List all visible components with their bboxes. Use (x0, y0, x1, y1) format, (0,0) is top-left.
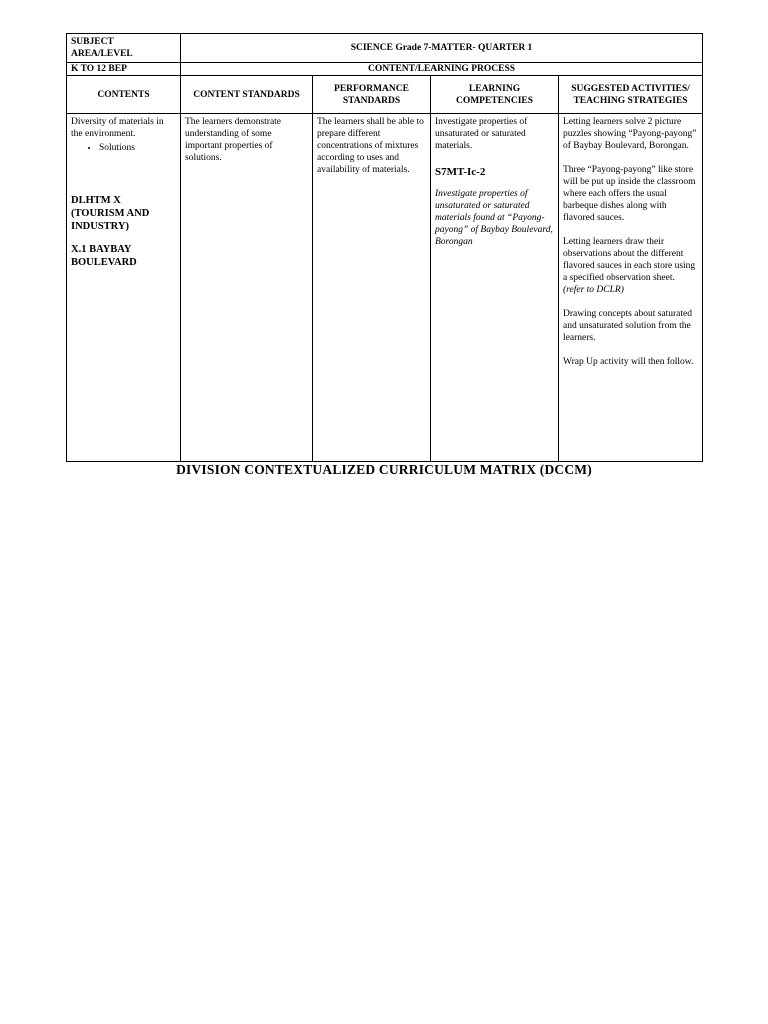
tourism-label: (TOURISM AND INDUSTRY) (71, 208, 150, 232)
subject-area-value: SCIENCE Grade 7-MATTER- QUARTER 1 (181, 34, 703, 63)
k12-label: K TO 12 BEP (67, 63, 181, 76)
learning-competencies-text: Investigate properties of unsaturated or saturated materials. (435, 117, 528, 151)
column-header-row (67, 76, 703, 114)
activity-paragraph-3 (563, 236, 698, 296)
performance-standards-text: The learners shall be able to prepare different concentrations of mixtures according to uses and availability of materials. (317, 117, 424, 175)
k12-value: CONTENT/LEARNING PROCESS (181, 63, 703, 76)
activity-paragraph-3-text: Letting learners draw their observations about the different flavored sauces in each store using a specified observation sheet. (563, 237, 696, 283)
contents-bullet-list (71, 142, 176, 154)
k12-row (67, 63, 703, 76)
activity-paragraph-3-ref: (refer to DCLR) (563, 285, 624, 295)
activity-paragraph-5: Wrap Up activity will then follow. (563, 357, 694, 367)
activity-paragraph-1: Letting learners solve 2 picture puzzles showing “Payong-payong” of Baybay Boulevard, Borongan. (563, 117, 697, 151)
contents-cell (67, 114, 181, 462)
content-row (67, 114, 703, 462)
column-header-performance-standards: PERFORMANCE STANDARDS (313, 76, 431, 114)
competency-code: S7MT-Ic-2 (435, 166, 486, 178)
content-standards-cell (181, 114, 313, 462)
content-standards-text: The learners demonstrate understanding of some important properties of solutions. (185, 117, 282, 163)
activity-paragraph-2: Three “Payong-payong” like store will be put up inside the classroom where each offers the usual barbeque dishes along with flavored sauces. (563, 165, 696, 223)
subject-row (67, 34, 703, 63)
learning-competencies-cell (431, 114, 559, 462)
column-header-learning-competencies: LEARNING COMPETENCIES (431, 76, 559, 114)
document-title: DIVISION CONTEXTUALIZED CURRICULUM MATRIX (DCCM) (176, 462, 592, 477)
activity-paragraph-4: Drawing concepts about saturated and unsaturated solution from the learners. (563, 309, 692, 343)
contents-text: Diversity of materials in the environment. (71, 117, 164, 139)
subject-area-label: SUBJECT AREA/LEVEL (67, 34, 181, 63)
learning-competencies-italic: Investigate properties of unsaturated or saturated materials found at “Payong-payong” of Baybay Boulevard, Borongan (435, 189, 553, 247)
suggested-activities-cell (559, 114, 703, 462)
contents-bullet-solutions: • Solutions (99, 142, 176, 154)
column-header-suggested-activities: SUGGESTED ACTIVITIES/ TEACHING STRATEGIES (559, 76, 703, 114)
baybay-label: X.1 BAYBAY BOULEVARD (71, 244, 137, 268)
dlhtm-label: DLHTM X (71, 195, 121, 206)
curriculum-matrix-table (66, 33, 703, 462)
column-header-contents: CONTENTS (67, 76, 181, 114)
performance-standards-cell (313, 114, 431, 462)
column-header-content-standards: CONTENT STANDARDS (181, 76, 313, 114)
